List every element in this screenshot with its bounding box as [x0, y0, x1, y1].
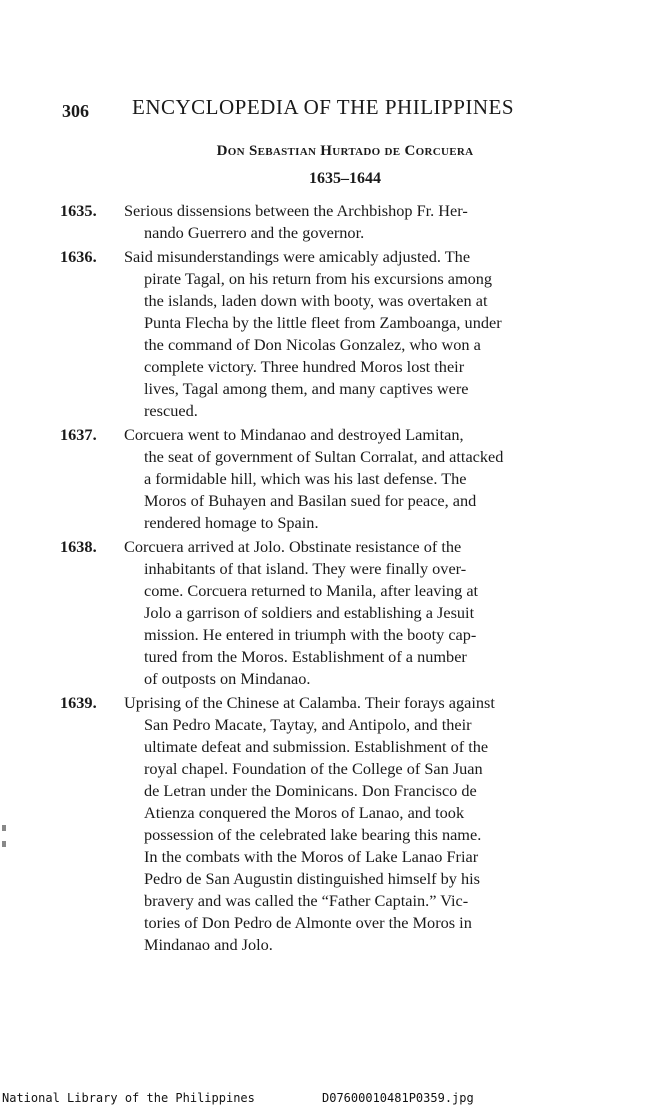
entry-text	[60, 692, 595, 956]
entry-year: 1637.	[60, 425, 97, 444]
page-header	[62, 95, 532, 125]
file-name: D07600010481P0359.jpg	[322, 1091, 474, 1105]
entry-text	[60, 246, 595, 422]
entry-line: inhabitants of that island. They were finally over-	[144, 559, 467, 578]
entry-text	[60, 424, 595, 534]
entry-line: Serious dissensions between the Archbishop Fr. Her-	[124, 201, 468, 220]
chronology-entry	[60, 536, 595, 690]
entry-year: 1638.	[60, 537, 97, 556]
margin-mark	[2, 825, 8, 873]
entry-line: the islands, laden down with booty, was overtaken at	[144, 291, 488, 310]
entry-line: rescued.	[144, 401, 198, 420]
entry-line: Pedro de San Augustin distinguished himself by his	[144, 869, 481, 888]
entry-line: ultimate defeat and submission. Establishment of the	[144, 737, 489, 756]
chronology-entry	[60, 424, 595, 534]
entry-line: mission. He entered in triumph with the booty cap-	[144, 625, 477, 644]
entry-year: 1636.	[60, 247, 97, 266]
entry-line: tories of Don Pedro de Almonte over the Moros in	[144, 913, 472, 932]
entry-line: Punta Flecha by the little fleet from Zamboanga, under	[144, 313, 502, 332]
section-heading: Don Sebastian Hurtado de Corcuera	[216, 143, 474, 159]
entry-line: Moros of Buhayen and Basilan sued for peace, and	[144, 491, 477, 510]
entry-line: complete victory. Three hundred Moros lost their	[144, 357, 465, 376]
entry-line: pirate Tagal, on his return from his excursions among	[144, 269, 493, 288]
page-number: 306	[62, 101, 89, 121]
library-name: National Library of the Philippines	[2, 1091, 255, 1105]
entry-line: Uprising of the Chinese at Calamba. Their forays against	[124, 693, 495, 712]
chronology-entries	[60, 200, 595, 958]
entry-text	[60, 200, 595, 244]
entry-line: come. Corcuera returned to Manila, after leaving at	[144, 581, 479, 600]
entry-line: a formidable hill, which was his last defense. The	[144, 469, 467, 488]
entry-year: 1635.	[60, 201, 97, 220]
entry-line: de Letran under the Dominicans. Don Francisco de	[144, 781, 477, 800]
entry-line: Said misunderstandings were amicably adjusted. The	[124, 247, 471, 266]
chronology-entry	[60, 246, 595, 422]
entry-line: nando Guerrero and the governor.	[144, 223, 365, 242]
chronology-entry	[60, 200, 595, 244]
running-title: ENCYCLOPEDIA OF THE PHILIPPINES	[132, 95, 515, 119]
entry-line: Mindanao and Jolo.	[144, 935, 273, 954]
entry-line: Corcuera arrived at Jolo. Obstinate resistance of the	[124, 537, 462, 556]
entry-year: 1639.	[60, 693, 97, 712]
entry-line: Jolo a garrison of soldiers and establishing a Jesuit	[144, 603, 475, 622]
entry-line: In the combats with the Moros of Lake Lanao Friar	[144, 847, 479, 866]
entry-line: the command of Don Nicolas Gonzalez, who won a	[144, 335, 481, 354]
entry-line: of outposts on Mindanao.	[144, 669, 311, 688]
entry-line: bravery and was called the “Father Captain.” Vic-	[144, 891, 469, 910]
entry-line: royal chapel. Foundation of the College of San Juan	[144, 759, 483, 778]
entry-text	[60, 536, 595, 690]
entry-line: Atienza conquered the Moros of Lanao, and took	[144, 803, 465, 822]
entry-line: Corcuera went to Mindanao and destroyed Lamitan,	[124, 425, 464, 444]
entry-line: rendered homage to Spain.	[144, 513, 319, 532]
entry-line: lives, Tagal among them, and many captives were	[144, 379, 469, 398]
entry-line: San Pedro Macate, Taytay, and Antipolo, and their	[144, 715, 472, 734]
section-years: 1635–1644	[309, 170, 381, 187]
entry-line: possession of the celebrated lake bearing this name.	[144, 825, 482, 844]
chronology-entry	[60, 692, 595, 956]
entry-line: the seat of government of Sultan Corralat, and attacked	[144, 447, 504, 466]
entry-line: tured from the Moros. Establishment of a number	[144, 647, 467, 666]
